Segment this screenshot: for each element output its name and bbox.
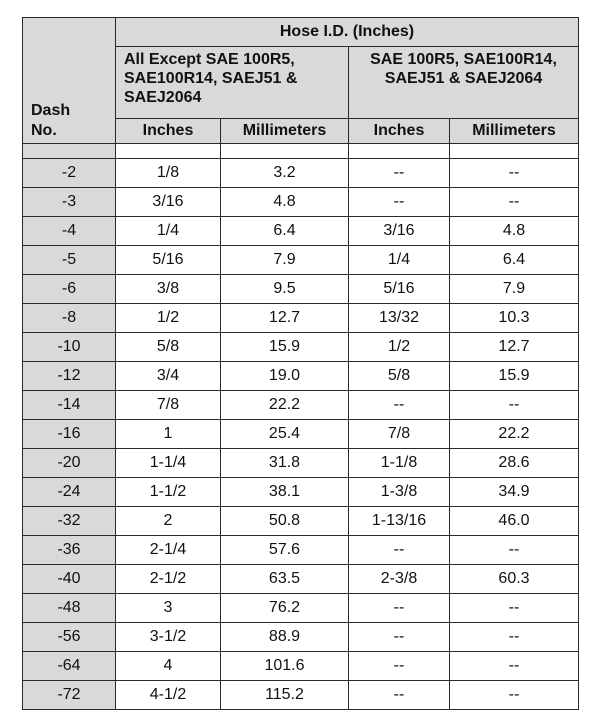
sub-header-millimeters-left: Millimeters	[221, 119, 349, 144]
inches-cell-right: --	[349, 536, 450, 565]
table-row	[23, 246, 579, 275]
inches-cell-left: 2	[116, 507, 221, 536]
millimeters-cell-left: 22.2	[221, 391, 349, 420]
inches-cell-right: --	[349, 391, 450, 420]
table-row	[23, 449, 579, 478]
inches-cell-left: 3-1/2	[116, 623, 221, 652]
inches-cell-left: 2-1/2	[116, 565, 221, 594]
group-header-all-except: All Except SAE 100R5, SAE100R14, SAEJ51 & SAEJ2064	[116, 47, 349, 119]
table-body	[23, 159, 579, 710]
millimeters-cell-left: 3.2	[221, 159, 349, 188]
millimeters-cell-left: 50.8	[221, 507, 349, 536]
table-row	[23, 681, 579, 710]
table-row	[23, 623, 579, 652]
inches-cell-right: 5/8	[349, 362, 450, 391]
inches-cell-right: 1-13/16	[349, 507, 450, 536]
sub-header-inches-left: Inches	[116, 119, 221, 144]
millimeters-cell-left: 76.2	[221, 594, 349, 623]
inches-cell-right: --	[349, 188, 450, 217]
dash-number-cell: -5	[23, 246, 116, 275]
inches-cell-left: 3/8	[116, 275, 221, 304]
inches-cell-right: --	[349, 652, 450, 681]
millimeters-cell-right: 22.2	[450, 420, 579, 449]
inches-cell-right: --	[349, 623, 450, 652]
millimeters-cell-right: --	[450, 188, 579, 217]
inches-cell-right: 1-3/8	[349, 478, 450, 507]
hose-id-table	[22, 17, 579, 710]
table-row	[23, 594, 579, 623]
dash-number-header-label: Dash No.	[31, 102, 71, 139]
millimeters-cell-left: 57.6	[221, 536, 349, 565]
millimeters-cell-right: --	[450, 594, 579, 623]
sub-header-millimeters-right: Millimeters	[450, 119, 579, 144]
inches-cell-right: --	[349, 159, 450, 188]
millimeters-cell-right: --	[450, 652, 579, 681]
hose-id-title-header: Hose I.D. (Inches)	[116, 18, 579, 47]
dash-number-cell: -2	[23, 159, 116, 188]
inches-cell-right: 5/16	[349, 275, 450, 304]
table-row	[23, 536, 579, 565]
dash-number-cell: -24	[23, 478, 116, 507]
millimeters-cell-left: 25.4	[221, 420, 349, 449]
inches-cell-left: 4-1/2	[116, 681, 221, 710]
table-row	[23, 333, 579, 362]
dash-number-cell: -6	[23, 275, 116, 304]
millimeters-cell-left: 12.7	[221, 304, 349, 333]
group-header-sae: SAE 100R5, SAE100R14, SAEJ51 & SAEJ2064	[349, 47, 579, 119]
millimeters-cell-right: 12.7	[450, 333, 579, 362]
millimeters-cell-left: 38.1	[221, 478, 349, 507]
millimeters-cell-left: 88.9	[221, 623, 349, 652]
millimeters-cell-right: 28.6	[450, 449, 579, 478]
inches-cell-left: 3	[116, 594, 221, 623]
millimeters-cell-right: 34.9	[450, 478, 579, 507]
dash-number-cell: -14	[23, 391, 116, 420]
table-row	[23, 391, 579, 420]
millimeters-cell-right: --	[450, 681, 579, 710]
table-row	[23, 159, 579, 188]
table-row	[23, 188, 579, 217]
spacer-cell	[23, 144, 116, 159]
inches-cell-right: 7/8	[349, 420, 450, 449]
millimeters-cell-left: 115.2	[221, 681, 349, 710]
inches-cell-right: 13/32	[349, 304, 450, 333]
inches-cell-left: 4	[116, 652, 221, 681]
millimeters-cell-right: --	[450, 391, 579, 420]
millimeters-cell-left: 9.5	[221, 275, 349, 304]
inches-cell-left: 1/8	[116, 159, 221, 188]
dash-number-cell: -40	[23, 565, 116, 594]
millimeters-cell-right: --	[450, 159, 579, 188]
millimeters-cell-right: 7.9	[450, 275, 579, 304]
inches-cell-left: 1/4	[116, 217, 221, 246]
spacer-cell	[349, 144, 450, 159]
inches-cell-right: --	[349, 594, 450, 623]
spacer-cell	[450, 144, 579, 159]
inches-cell-left: 5/16	[116, 246, 221, 275]
dash-number-header	[23, 18, 116, 144]
dash-number-cell: -20	[23, 449, 116, 478]
millimeters-cell-left: 31.8	[221, 449, 349, 478]
dash-number-cell: -32	[23, 507, 116, 536]
header-spacer-row	[23, 144, 579, 159]
inches-cell-left: 1-1/4	[116, 449, 221, 478]
table-row	[23, 565, 579, 594]
inches-cell-right: 3/16	[349, 217, 450, 246]
millimeters-cell-right: 6.4	[450, 246, 579, 275]
dash-number-cell: -36	[23, 536, 116, 565]
inches-cell-left: 1/2	[116, 304, 221, 333]
inches-cell-left: 7/8	[116, 391, 221, 420]
table-row	[23, 217, 579, 246]
dash-number-cell: -8	[23, 304, 116, 333]
inches-cell-left: 3/16	[116, 188, 221, 217]
millimeters-cell-right: 60.3	[450, 565, 579, 594]
millimeters-cell-right: 10.3	[450, 304, 579, 333]
inches-cell-left: 1	[116, 420, 221, 449]
millimeters-cell-left: 7.9	[221, 246, 349, 275]
table-row	[23, 507, 579, 536]
sub-header-inches-right: Inches	[349, 119, 450, 144]
millimeters-cell-right: --	[450, 536, 579, 565]
inches-cell-right: 2-3/8	[349, 565, 450, 594]
millimeters-cell-left: 6.4	[221, 217, 349, 246]
millimeters-cell-left: 4.8	[221, 188, 349, 217]
millimeters-cell-left: 19.0	[221, 362, 349, 391]
inches-cell-left: 2-1/4	[116, 536, 221, 565]
millimeters-cell-right: 15.9	[450, 362, 579, 391]
table-row	[23, 478, 579, 507]
inches-cell-right: --	[349, 681, 450, 710]
inches-cell-left: 3/4	[116, 362, 221, 391]
inches-cell-right: 1/2	[349, 333, 450, 362]
table-row	[23, 652, 579, 681]
millimeters-cell-left: 63.5	[221, 565, 349, 594]
dash-number-cell: -4	[23, 217, 116, 246]
dash-number-cell: -64	[23, 652, 116, 681]
millimeters-cell-right: --	[450, 623, 579, 652]
dash-number-cell: -56	[23, 623, 116, 652]
inches-cell-right: 1-1/8	[349, 449, 450, 478]
spacer-cell	[116, 144, 221, 159]
table-row	[23, 362, 579, 391]
inches-cell-right: 1/4	[349, 246, 450, 275]
millimeters-cell-left: 15.9	[221, 333, 349, 362]
table-row	[23, 304, 579, 333]
millimeters-cell-right: 4.8	[450, 217, 579, 246]
inches-cell-left: 1-1/2	[116, 478, 221, 507]
dash-number-cell: -16	[23, 420, 116, 449]
inches-cell-left: 5/8	[116, 333, 221, 362]
millimeters-cell-right: 46.0	[450, 507, 579, 536]
dash-number-cell: -10	[23, 333, 116, 362]
spacer-cell	[221, 144, 349, 159]
millimeters-cell-left: 101.6	[221, 652, 349, 681]
dash-number-cell: -48	[23, 594, 116, 623]
table-row	[23, 420, 579, 449]
dash-number-cell: -3	[23, 188, 116, 217]
dash-number-cell: -12	[23, 362, 116, 391]
table-row	[23, 275, 579, 304]
dash-number-cell: -72	[23, 681, 116, 710]
